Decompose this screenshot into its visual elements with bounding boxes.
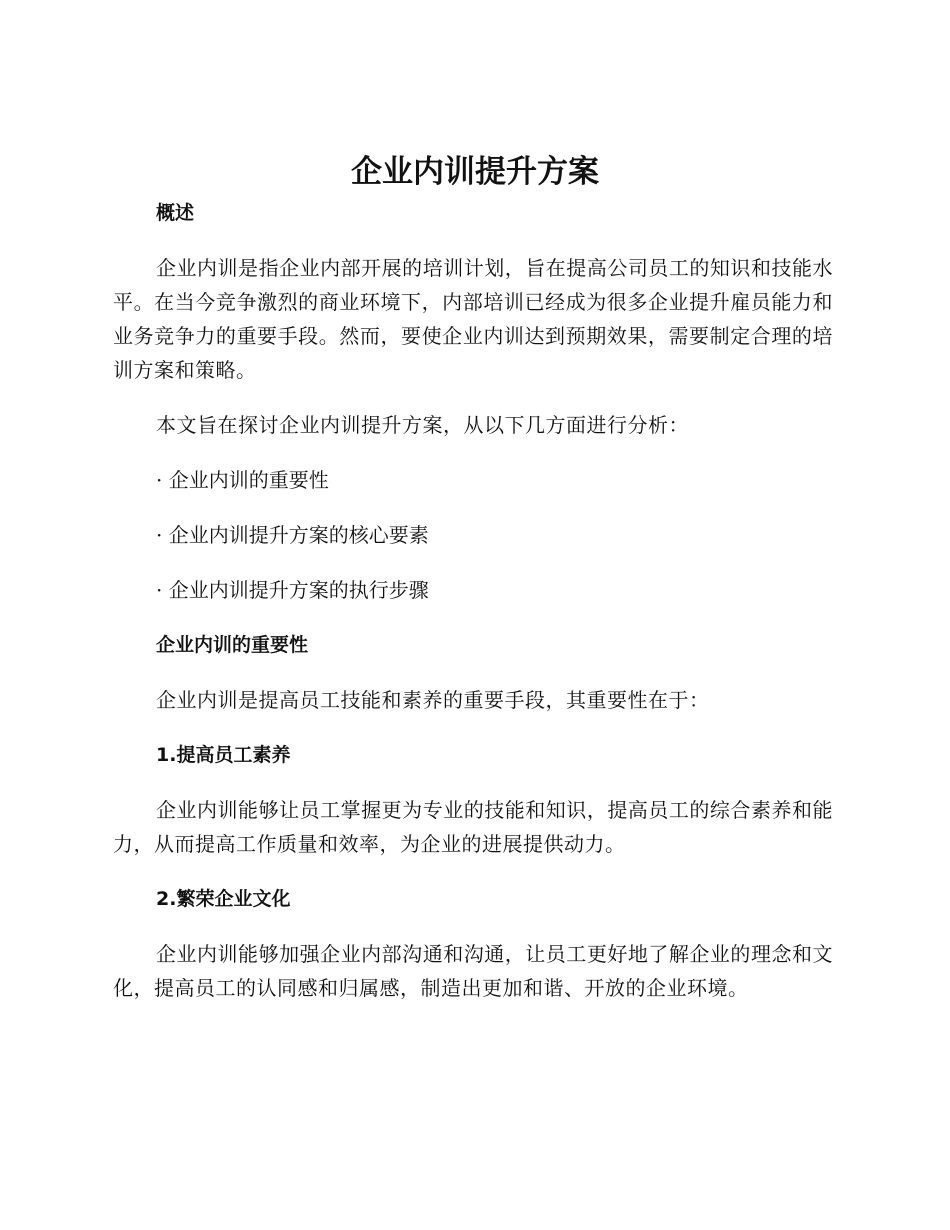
importance-intro-paragraph: 企业内训是提高员工技能和素养的重要手段，其重要性在于： <box>156 688 710 712</box>
section-heading-overview: 概述 <box>156 202 195 224</box>
point-1-paragraph: 企业内训能够让员工掌握更为专业的技能和知识，提高员工的综合素养和能力，从而提高工作质量和效率，为企业的进展提供动力。 <box>113 798 833 856</box>
section-heading-importance: 企业内训的重要性 <box>156 634 309 656</box>
point-2-paragraph: 企业内训能够加强企业内部沟通和沟通，让员工更好地了解企业的理念和文化，提高员工的认同感和归属感，制造出更加和谐、开放的企业环境。 <box>113 942 833 1000</box>
subheading-point-1: 1.提高员工素养 <box>156 744 291 766</box>
document-title: 企业内训提升方案 <box>351 154 599 190</box>
subheading-point-2: 2.繁荣企业文化 <box>156 888 291 910</box>
overview-paragraph-1: 企业内训是指企业内部开展的培训计划，旨在提高公司员工的知识和技能水平。在当今竞争激烈的商业环境下，内部培训已经成为很多企业提升雇员能力和业务竞争力的重要手段。然而，要使企业内训达到预期效果，需要制定合理的培训方案和策略。 <box>113 256 833 382</box>
document-body <box>113 196 833 1026</box>
bullet-item: · 企业内训的重要性 <box>156 468 329 492</box>
bullet-item: · 企业内训提升方案的执行步骤 <box>156 578 429 602</box>
bullet-item: · 企业内训提升方案的核心要素 <box>156 523 429 547</box>
overview-paragraph-2: 本文旨在探讨企业内训提升方案，从以下几方面进行分析： <box>156 413 689 437</box>
